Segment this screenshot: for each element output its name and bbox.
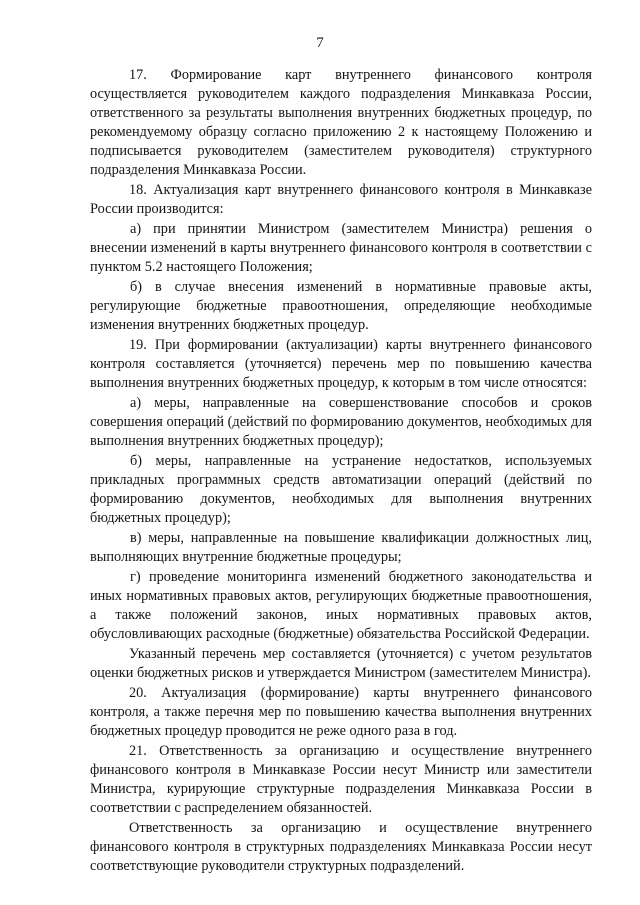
paragraph-19: 19. При формировании (актуализации) карты внутреннего финансового контроля составляется (уточняется) перечень мер по повышению качества выполнения внутренних бюджетных процедур, к которым в том числе относятся:: [90, 337, 592, 391]
page-number: 7: [316, 35, 324, 51]
paragraph-19-a: а) меры, направленные на совершенствование способов и сроков совершения операций (действий по формированию документов, необходимых для выполнения внутренних бюджетных процедур);: [90, 395, 592, 449]
paragraph-18-b: б) в случае внесения изменений в нормативные правовые акты, регулирующие бюджетные правоотношения, определяющие необходимые изменения внутренних бюджетных процедур.: [90, 279, 592, 333]
paragraph-20: 20. Актуализация (формирование) карты внутреннего финансового контроля, а также перечня мер по повышению качества выполнения внутренних бюджетных процедур проводится не реже одного раза в год.: [90, 685, 592, 739]
document-body: [90, 66, 592, 877]
paragraph-21: 21. Ответственность за организацию и осуществление внутреннего финансового контроля в Минкавказе России несут Министр или заместители Министра, курирующие структурные подразделения Минкавказа России в соответствии с распределением обязанностей.: [90, 743, 592, 816]
paragraph-19-d: г) проведение мониторинга изменений бюджетного законодательства и иных нормативных правовых актов, регулирующих бюджетные правоотношения, а также положений законов, иных нормативных правовых актов, обусловливающих расходные (бюджетные) обязательства Российской Федерации.: [90, 569, 592, 642]
paragraph-19-note: Указанный перечень мер составляется (уточняется) с учетом результатов оценки бюджетных рисков и утверждается Министром (заместителем Министра).: [90, 646, 592, 681]
paragraph-18: 18. Актуализация карт внутреннего финансового контроля в Минкавказе России производится:: [90, 182, 592, 217]
paragraph-19-c: в) меры, направленные на повышение квалификации должностных лиц, выполняющих внутренние бюджетные процедуры;: [90, 530, 592, 565]
paragraph-18-a: а) при принятии Министром (заместителем Министра) решения о внесении изменений в карты внутреннего финансового контроля в соответствии с пунктом 5.2 настоящего Положения;: [90, 221, 592, 275]
paragraph-19-b: б) меры, направленные на устранение недостатков, используемых прикладных программных средств автоматизации операций (действий по формированию документов, необходимых для выполнения внутренних бюджетных процедур);: [90, 453, 592, 526]
paragraph-17: 17. Формирование карт внутреннего финансового контроля осуществляется руководителем каждого подразделения Минкавказа России, ответственного за результаты выполнения внутренних бюджетных процедур, по рекомендуемому образцу согласно приложению 2 к настоящему Положению и подписывается руководителем (заместителем руководителя) структурного подразделения Минкавказа России.: [90, 67, 592, 178]
paragraph-21-continued: Ответственность за организацию и осуществление внутреннего финансового контроля в структурных подразделениях Минкавказа России несут соответствующие руководители структурных подразделений.: [90, 820, 592, 874]
